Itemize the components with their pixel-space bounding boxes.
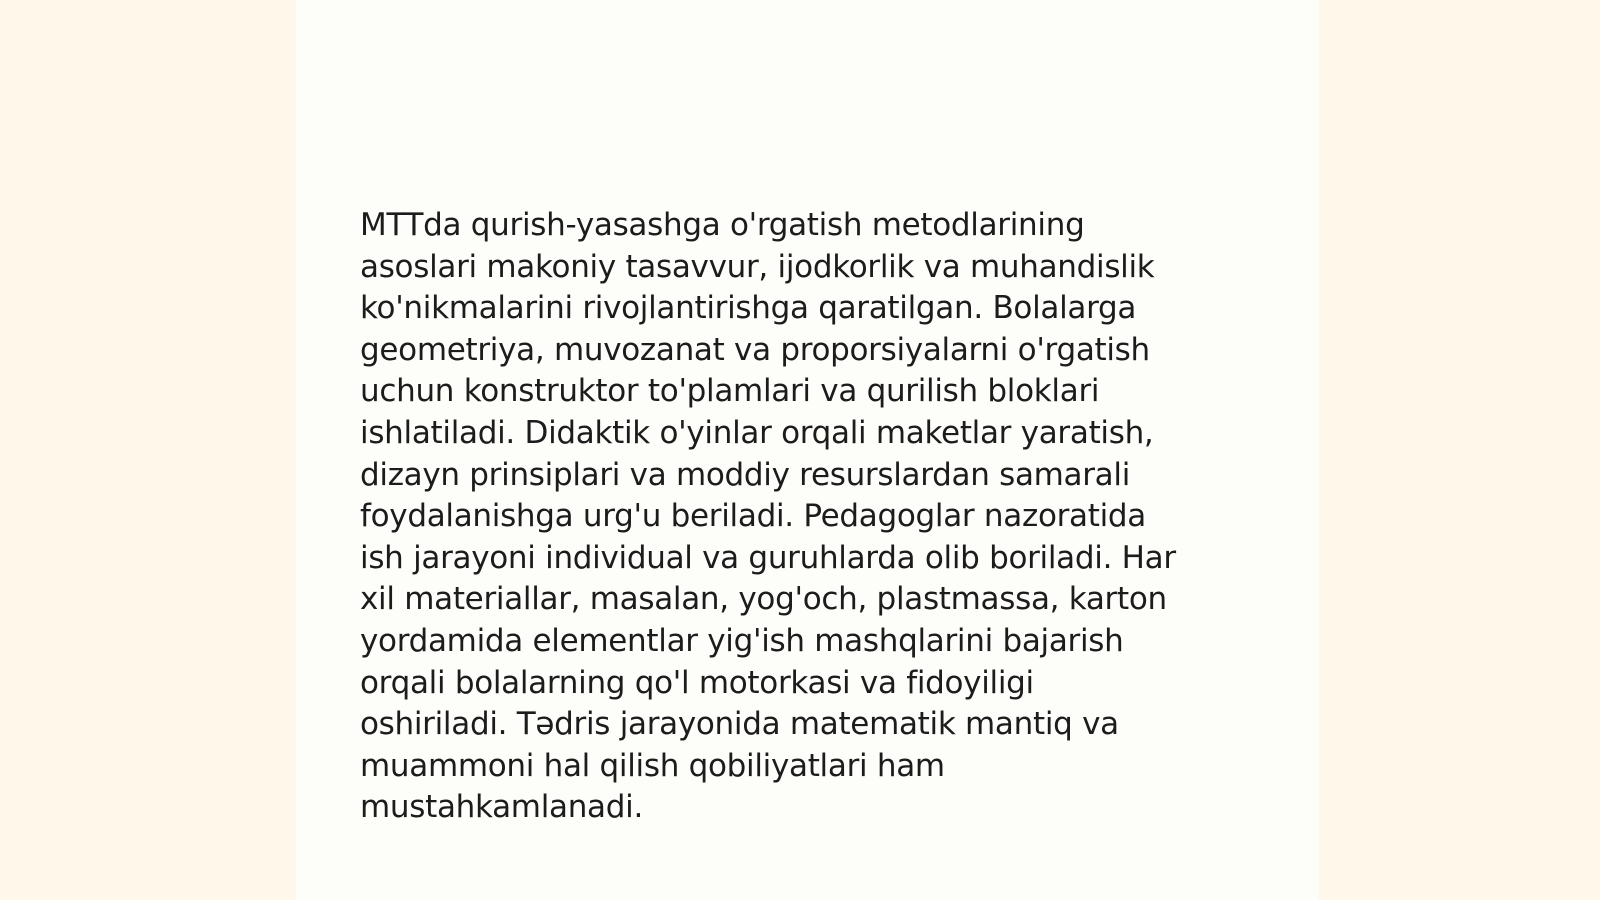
paragraph-line: yordamida elementlar yig'ish mashqlarini bajarish <box>360 622 1124 659</box>
paragraph-line: foydalanishga urg'u beriladi. Pedagoglar nazoratida <box>360 498 1146 535</box>
paragraph-line: oshiriladi. Tədris jarayonida matematik mantiq va <box>360 706 1119 743</box>
paragraph-line: ishlatiladi. Didaktik o'yinlar orqali maketlar yaratish, <box>360 414 1154 451</box>
paragraph-line: mustahkamlanadi. <box>360 789 643 826</box>
paragraph-line: ko'nikmalarini rivojlantirishga qaratilgan. Bolalarga <box>360 290 1137 327</box>
paragraph-line: uchun konstruktor to'plamlari va qurilish bloklari <box>360 373 1100 410</box>
paragraph-line: muammoni hal qilish qobiliyatlari ham <box>360 747 945 784</box>
paragraph-line: geometriya, muvozanat va proporsiyalarni o'rgatish <box>360 331 1150 368</box>
paragraph-line: orqali bolalarning qo'l motorkasi va fidoyiligi <box>360 664 1034 701</box>
paragraph-line: asoslari makoniy tasavvur, ijodkorlik va muhandislik <box>360 248 1155 285</box>
slide-page <box>296 0 1319 900</box>
paragraph-line: MTTda qurish-yasashga o'rgatish metodlarining <box>360 207 1085 243</box>
paragraph-line: dizayn prinsiplari va moddiy resurslardan samarali <box>360 456 1131 493</box>
paragraph-line: ish jarayoni individual va guruhlarda olib boriladi. Har <box>360 539 1176 576</box>
body-paragraph <box>360 205 1240 829</box>
paragraph-line: xil materiallar, masalan, yog'och, plastmassa, karton <box>360 581 1167 618</box>
